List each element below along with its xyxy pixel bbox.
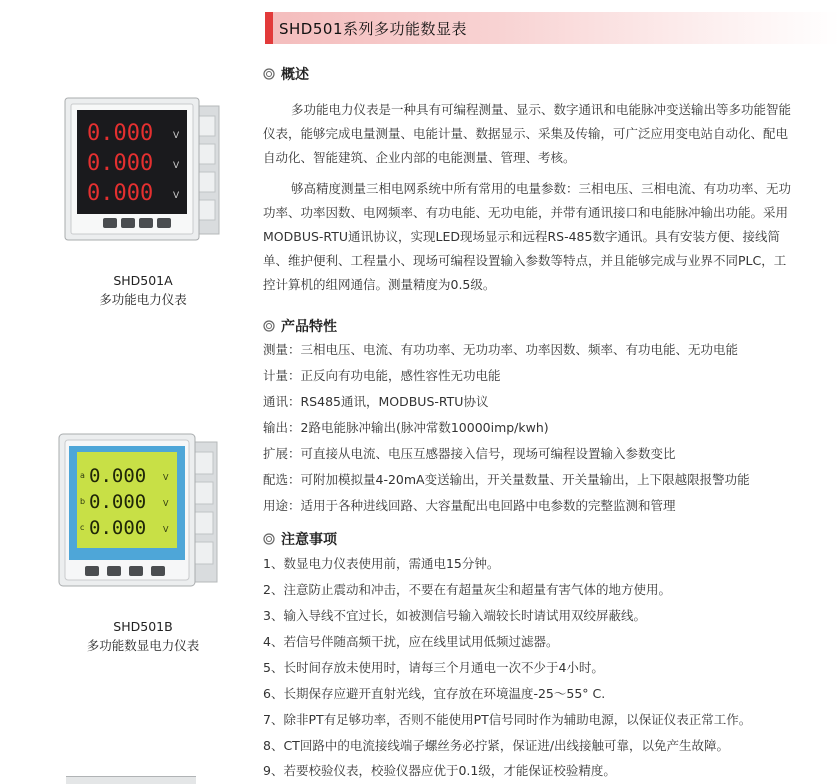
feature-item: 配选：可附加模拟量4-20mA变送输出，开关量数量、开关量输出，上下限越限报警功能 — [263, 472, 750, 487]
unit-a3: V — [173, 191, 180, 201]
unit-b2: V — [163, 499, 169, 508]
feature-item: 测量：三相电压、电流、有功功率、无功功率、功率因数、频率、有功电能、无功电能 — [263, 342, 739, 357]
reading-b3: 0.000 — [89, 517, 147, 539]
overview-p1-line: 多功能电力仪表是一种具有可编程测量、显示、数字通讯和电能脉冲变送输出等多功能智能 — [291, 102, 792, 117]
feature-item: 扩展：可直接从电流、电压互感器接入信号，现场可编程设置输入参数变比 — [263, 446, 676, 461]
unit-b3: V — [163, 525, 169, 534]
page-title: SHD501系列多功能数显表 — [279, 20, 467, 38]
feature-item: 用途：适用于各种进线回路、大容量配出电回路中电参数的完整监测和管理 — [263, 498, 676, 513]
overview-p2-line: 单、维护便利、工程量小、现场可编程设置输入参数等特点，并且能够完成与业界不同PLC，工 — [263, 253, 787, 268]
ring-bullet-icon — [263, 68, 275, 80]
unit-b1: V — [163, 473, 169, 482]
note-item: 2、注意防止震动和冲击，不要在有超量灰尘和超量有害气体的地方使用。 — [263, 582, 671, 597]
meter-image-led — [63, 96, 223, 248]
overview-p1-line: 仪表，能够完成电量测量、电能计量、数据显示、采集及传输，可广泛应用变电站自动化、配电 — [263, 126, 789, 141]
led-reading-1 — [87, 121, 153, 206]
overview-paragraph-2 — [263, 177, 833, 297]
note-item: 3、输入导线不宜过长，如被测信号输入端较长时请试用双绞屏蔽线。 — [263, 608, 646, 623]
note-item: 5、长时间存放未使用时，请每三个月通电一次不少于4小时。 — [263, 660, 604, 675]
overview-p2-line: 控计算机的组网通信。测量精度为0.5级。 — [263, 277, 496, 292]
heading-notes — [263, 529, 337, 549]
reading-b1: 0.000 — [89, 465, 147, 487]
phase-b2: b — [80, 497, 86, 506]
note-item: 9、若要校验仪表，校验仪器应优于0.1级，才能保证校验精度。 — [263, 763, 616, 778]
overview-p2-line: MODBUS-RTU通讯协议，实现LED现场显示和远程RS-485数字通讯。具有安装方便、接线简 — [263, 229, 780, 244]
ring-bullet-icon — [263, 533, 275, 545]
product-b-name: 多功能数显电力仪表 — [86, 638, 200, 653]
heading-features — [263, 316, 337, 336]
note-item: 4、若信号伴随高频干扰，应在线里试用低频过滤器。 — [263, 634, 559, 649]
title-accent — [265, 12, 273, 44]
unit-a1: V — [173, 131, 180, 141]
product-a-model: SHD501A — [113, 273, 173, 288]
reading-a1: 0.000 — [87, 121, 154, 146]
heading-overview — [263, 64, 309, 84]
title-bar — [265, 12, 840, 44]
meter-image-lcd — [57, 432, 221, 594]
ring-bullet-icon — [263, 320, 275, 332]
note-item: 6、长期保存应避开直射光线，宜存放在环境温度-25～55° C. — [263, 686, 606, 701]
caption-product-a — [80, 271, 206, 309]
feature-item: 通讯：RS485通讯，MODBUS-RTU协议 — [263, 394, 489, 409]
overview-paragraph-1 — [263, 98, 833, 170]
reading-a2: 0.000 — [87, 151, 154, 176]
overview-heading-text: 概述 — [281, 67, 309, 83]
notes-heading-text: 注意事项 — [281, 532, 337, 548]
note-item: 8、CT回路中的电流接线端子螺丝务必拧紧，保证进/出线接触可靠，以免产生故障。 — [263, 738, 730, 753]
phase-b3: c — [80, 523, 85, 532]
reading-b2: 0.000 — [89, 491, 147, 513]
feature-item: 计量：正反向有功电能，感性容性无功电能 — [263, 368, 501, 383]
phase-b1: a — [80, 471, 85, 480]
unit-a2: V — [173, 161, 180, 171]
product-b-model: SHD501B — [113, 619, 173, 634]
product-a-name: 多功能电力仪表 — [99, 292, 187, 307]
reading-a3: 0.000 — [87, 181, 154, 206]
note-item: 7、除非PT有足够功率，否则不能使用PT信号同时作为辅助电源，以保证仪表正常工作。 — [263, 712, 752, 727]
overview-p2-line: 功率、功率因数、电网频率、有功电能、无功电能，并带有通讯接口和电能脉冲输出功能。采用 — [263, 205, 789, 220]
feature-item: 输出：2路电能脉冲输出(脉冲常数10000imp/kwh) — [263, 420, 549, 435]
features-heading-text: 产品特性 — [281, 319, 337, 335]
caption-product-b — [70, 617, 216, 655]
overview-p2-line: 够高精度测量三相电网系统中所有常用的电量参数：三相电压、三相电流、有功功率、无功 — [291, 181, 792, 196]
note-item: 1、数显电力仪表使用前，需通电15分钟。 — [263, 556, 500, 571]
overview-p1-line: 自动化、智能建筑、企业内部的电能测量、管理、考核。 — [263, 150, 576, 165]
